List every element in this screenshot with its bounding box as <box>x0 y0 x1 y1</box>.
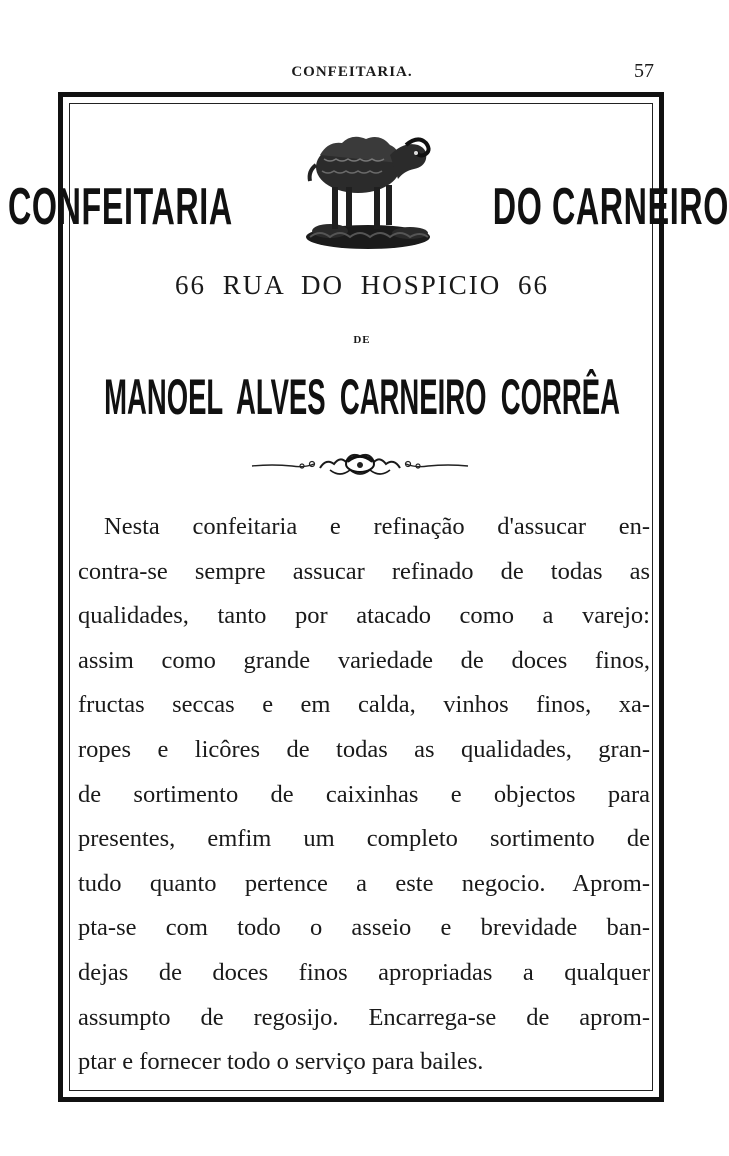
body-line: pta-se com todo o asseio e brevidade ban- <box>78 914 650 942</box>
headline-left: CONFEITARIA <box>8 178 233 236</box>
running-title: CONFEITARIA. <box>291 64 413 80</box>
flourish-ornament-icon <box>250 450 470 480</box>
body-line: assim como grande variedade de doces finos, <box>78 646 650 674</box>
body-line: contra-se sempre assucar refinado de todas as <box>78 557 650 585</box>
advert-headline <box>8 125 729 255</box>
body-line: qualidades, tanto por atacado como a varejo: <box>78 602 650 630</box>
running-head <box>0 60 704 88</box>
body-line: ptar e fornecer todo o serviço para bailes. <box>78 1048 484 1076</box>
body-line: de sortimento de caixinhas e objectos para <box>78 780 650 808</box>
body-line: ropes e licôres de todas as qualidades, gran- <box>78 735 650 763</box>
page-number: 57 <box>634 60 654 82</box>
preposition: DE <box>353 334 371 346</box>
body-line: Nesta confeitaria e refinação d'assucar en- <box>104 513 650 540</box>
owner-name-block <box>68 365 656 435</box>
body-line: fructas seccas e em calda, vinhos finos, xa- <box>78 691 650 719</box>
body-line: assumpto de regosijo. Encarrega-se de aprom- <box>78 1003 650 1031</box>
ram-icon <box>290 125 440 255</box>
body-line: dejas de doces finos apropriadas a qualquer <box>78 958 650 986</box>
owner-name: MANOEL ALVES CARNEIRO CORRÊA <box>104 369 620 425</box>
body-line: tudo quanto pertence a este negocio. Aprom- <box>78 869 650 897</box>
advert-body <box>78 505 650 1085</box>
address: 66 RUA DO HOSPICIO 66 <box>174 270 550 300</box>
body-line: presentes, emfim um completo sortimento de <box>78 825 650 853</box>
headline-right: DO CARNEIRO <box>492 178 729 236</box>
